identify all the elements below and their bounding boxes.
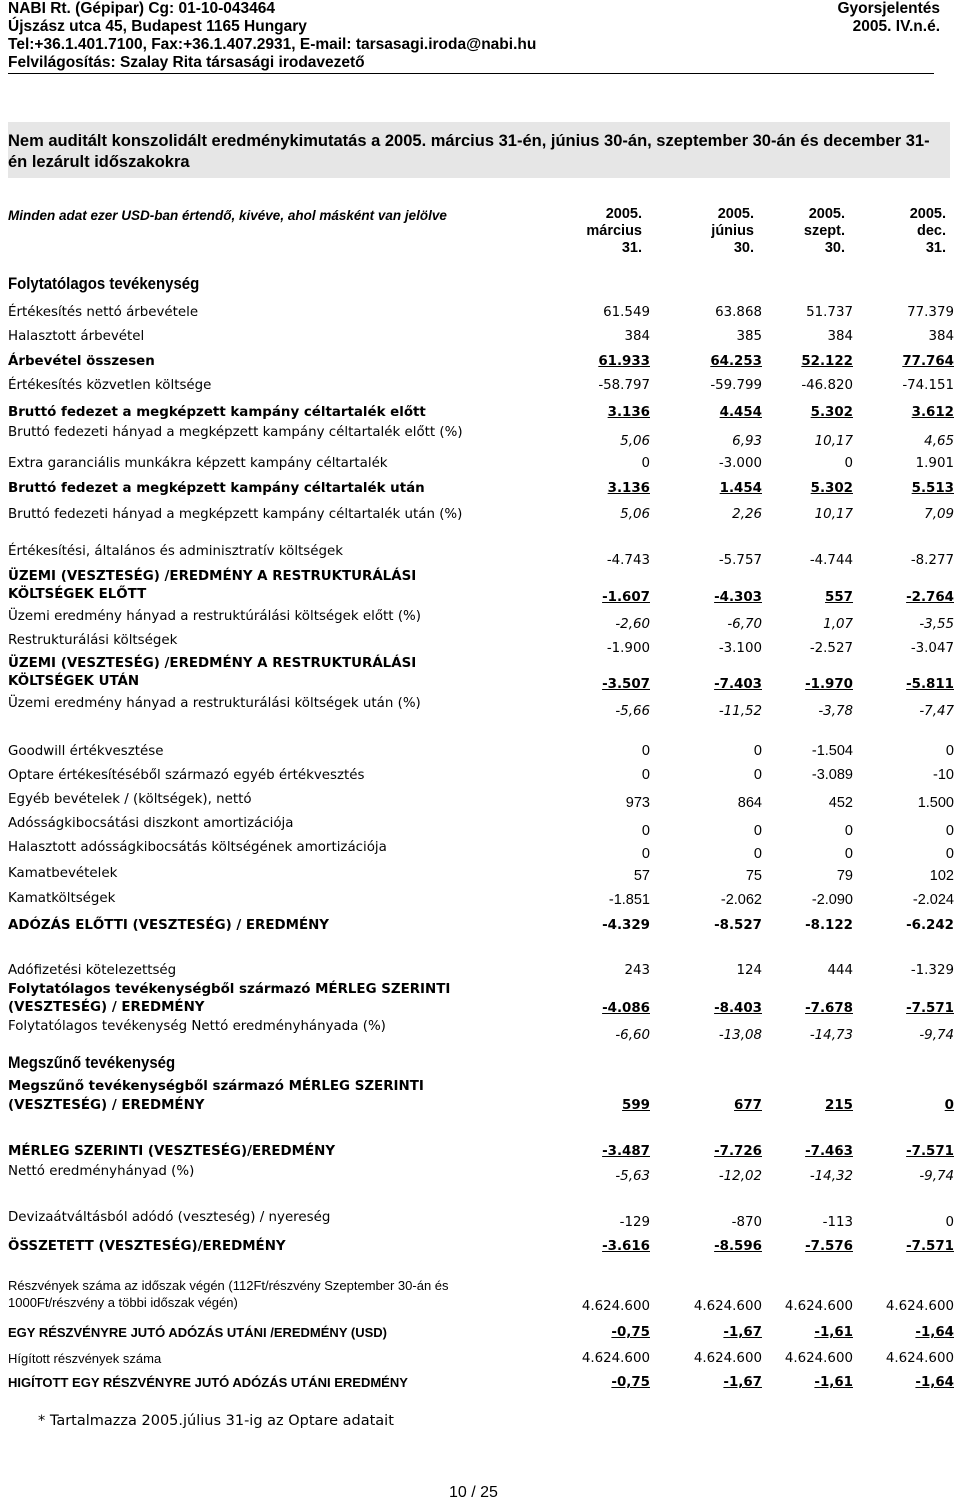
cell-value: -4.744 [809, 553, 853, 568]
cell-value: -2.527 [809, 641, 853, 656]
cell-value: 6,93 [732, 434, 762, 449]
cell-value: -113 [822, 1215, 853, 1230]
header-divider [8, 73, 934, 74]
cell-value: -12,02 [718, 1169, 762, 1184]
cell-value: 4.624.600 [581, 1351, 650, 1366]
cell-value: 0 [944, 1098, 954, 1113]
cell-value: 0 [753, 823, 762, 839]
cell-value: -2.764 [906, 590, 954, 605]
table-row [8, 480, 952, 500]
row-label: ÖSSZETETT (VESZTESÉG)/EREDMÉNY [8, 1239, 286, 1254]
table-row [8, 1078, 954, 1113]
column-header-december: 2005. dec. 31. [909, 206, 946, 256]
row-label: MÉRLEG SZERINTI (VESZTESÉG)/EREDMÉNY [8, 1144, 336, 1159]
cell-value: -2.024 [912, 892, 954, 908]
cell-value: 677 [734, 1098, 762, 1113]
cell-value: 4.624.600 [784, 1299, 853, 1314]
row-label: ADÓZÁS ELŐTTI (VESZTESÉG) / EREDMÉNY [8, 918, 330, 933]
row-label-continued: (VESZTESÉG) / EREDMÉNY [8, 1098, 205, 1113]
cell-value: -7.571 [906, 1001, 954, 1016]
cell-value: 385 [736, 329, 762, 344]
table-row [8, 1018, 954, 1043]
cell-value: -13,08 [718, 1028, 762, 1043]
cell-value: -74.151 [902, 378, 954, 393]
cell-value: -7.571 [906, 1144, 954, 1159]
cell-value: -2.062 [720, 892, 762, 908]
cell-value: -1.970 [805, 677, 853, 692]
cell-value: 4.624.600 [784, 1351, 853, 1366]
cell-value: -1,67 [723, 1325, 762, 1340]
table-row [8, 1374, 952, 1394]
cell-value: 5.513 [911, 481, 954, 496]
column-header-september: 2005. szept. 30. [803, 206, 845, 256]
row-label: Adósságkibocsátási diszkont amortizációja [8, 816, 294, 831]
cell-value: 864 [737, 795, 762, 811]
cell-value: 0 [844, 823, 853, 839]
cell-value: 1.500 [917, 795, 954, 811]
cell-value: -1,67 [723, 1375, 762, 1390]
cell-value: 4,65 [924, 434, 954, 449]
cell-value: -4.329 [602, 918, 650, 933]
company-line: NABI Rt. (Gépipar) Cg: 01-10-043464 [8, 0, 276, 17]
cell-value: 2,26 [732, 507, 762, 522]
cell-value: -5,63 [615, 1169, 650, 1184]
report-header [8, 0, 940, 74]
cell-value: -2,60 [615, 617, 650, 632]
cell-value: 0 [945, 1215, 954, 1230]
row-label: Bruttó fedezet a megképzett kampány céltartalék után [8, 481, 425, 496]
table-row [8, 1324, 952, 1344]
cell-value: 1,07 [823, 617, 853, 632]
cell-value: -1.504 [811, 743, 853, 759]
table-row [8, 917, 952, 937]
row-label: Devizaátváltásból adódó (veszteség) / nyereség [8, 1210, 331, 1225]
cell-value: -1.607 [602, 590, 650, 605]
table-row [8, 962, 952, 982]
cell-value: 61.549 [603, 305, 650, 320]
cell-value: 5,06 [620, 507, 650, 522]
row-label: Kamatbevételek [8, 866, 118, 881]
cell-value: 0 [641, 456, 650, 471]
cell-value: 61.933 [598, 354, 650, 369]
address-line: Újszász utca 45, Budapest 1165 Hungary [8, 18, 307, 35]
unit-note: Minden adat ezer USD-ban értendő, kivéve, ahol másként van jelölve [8, 208, 447, 223]
row-label: Optare értékesítéséből származó egyéb értékvesztés [8, 768, 365, 783]
row-label: Restrukturálási költségek [8, 633, 178, 648]
table-row [8, 304, 952, 324]
cell-value: 384 [624, 329, 650, 344]
table-row [8, 353, 952, 373]
cell-value: 0 [753, 767, 762, 783]
cell-value: 0 [753, 846, 762, 862]
cell-value: -0,75 [611, 1375, 650, 1390]
cell-value: 384 [928, 329, 954, 344]
cell-value: 4.624.600 [581, 1299, 650, 1314]
cell-value: 5.302 [810, 481, 853, 496]
cell-value: -6.242 [906, 918, 954, 933]
report-meta [837, 0, 940, 36]
cell-value: 973 [625, 795, 650, 811]
cell-value: -1,61 [814, 1325, 853, 1340]
table-row [8, 865, 952, 885]
cell-value: -3.616 [602, 1239, 650, 1254]
row-label: Bruttó fedezeti hányad a megképzett kampány céltartalék után (%) [8, 507, 463, 522]
footnote: * Tartalmazza 2005.július 31-ig az Optare adatait [38, 1413, 394, 1429]
cell-value: -6,70 [727, 617, 762, 632]
cell-value: 77.379 [907, 305, 954, 320]
cell-value: -3.100 [718, 641, 762, 656]
cell-value: -6,60 [615, 1028, 650, 1043]
cell-value: 0 [641, 743, 650, 759]
cell-value: 557 [825, 590, 853, 605]
table-row [8, 404, 952, 424]
cell-value: -4.086 [602, 1001, 650, 1016]
cell-value: 7,09 [924, 507, 954, 522]
cell-value: -3.089 [811, 767, 853, 783]
section-continuing: Folytatólagos tevékenység [8, 274, 200, 293]
row-label-continued: 1000Ft/részvény a többi időszak végén) [8, 1295, 238, 1310]
cell-value: -7.403 [714, 677, 762, 692]
cell-value: 243 [624, 963, 650, 978]
cell-value: 79 [836, 868, 853, 884]
cell-value: 102 [929, 868, 954, 884]
contact-line: Tel:+36.1.401.7100, Fax:+36.1.407.2931, E-mail: tarsasagi.iroda@nabi.hu [8, 36, 537, 53]
report-type: Gyorsjelentés [837, 0, 940, 17]
cell-value: -3.487 [602, 1144, 650, 1159]
row-label: Bruttó fedezet a megképzett kampány céltartalék előtt [8, 405, 426, 420]
cell-value: -8.122 [805, 918, 853, 933]
cell-value: 4.624.600 [693, 1299, 762, 1314]
cell-value: 57 [633, 868, 650, 884]
cell-value: -58.797 [598, 378, 650, 393]
cell-value: 4.624.600 [885, 1299, 954, 1314]
row-label: Folytatólagos tevékenységből származó MÉRLEG SZERINTI [8, 982, 451, 997]
cell-value: 0 [945, 743, 954, 759]
cell-value: -1.329 [910, 963, 954, 978]
row-label: Értékesítés közvetlen költsége [8, 378, 212, 393]
row-label-continued: KÖLTSÉGEK ELŐTT [8, 587, 147, 602]
cell-value: 0 [641, 846, 650, 862]
cell-value: -3.000 [718, 456, 762, 471]
cell-value: -1.900 [606, 641, 650, 656]
table-row [8, 424, 954, 449]
cell-value: 4.454 [719, 405, 762, 420]
cell-value: -870 [731, 1215, 762, 1230]
cell-value: 1.901 [915, 456, 954, 471]
cell-value: 5,06 [620, 434, 650, 449]
row-label: ÜZEMI (VESZTESÉG) /EREDMÉNY A RESTRUKTURÁLÁSI [8, 656, 417, 671]
row-label-continued: (VESZTESÉG) / EREDMÉNY [8, 1000, 205, 1015]
table-row [8, 543, 954, 568]
cell-value: -4.303 [714, 590, 762, 605]
cell-value: 75 [745, 868, 762, 884]
cell-value: -8.277 [910, 553, 954, 568]
row-label: Extra garanciális munkákra képzett kampány céltartalék [8, 456, 388, 471]
cell-value: -9,74 [919, 1169, 954, 1184]
cell-value: -3.507 [602, 677, 650, 692]
table-row [8, 815, 954, 839]
cell-value: 0 [945, 846, 954, 862]
column-header-march: 2005. március 31. [586, 206, 642, 256]
cell-value: -8.527 [714, 918, 762, 933]
cell-value: 0 [945, 823, 954, 839]
cell-value: 64.253 [710, 354, 762, 369]
column-header-june: 2005. június 30. [711, 206, 754, 256]
cell-value: 51.737 [806, 305, 853, 320]
cell-value: 77.764 [902, 354, 954, 369]
table-row [8, 695, 954, 719]
cell-value: -1.851 [608, 892, 650, 908]
cell-value: -3,78 [818, 704, 853, 719]
cell-value: -5.811 [906, 677, 954, 692]
row-label: HIGÍTOTT EGY RÉSZVÉNYRE JUTÓ ADÓZÁS UTÁNI EREDMÉNY [8, 1375, 408, 1390]
cell-value: -8.403 [714, 1001, 762, 1016]
cell-value: 5.302 [810, 405, 853, 420]
cell-value: -2.090 [811, 892, 853, 908]
cell-value: 4.624.600 [693, 1351, 762, 1366]
row-label: Értékesítési, általános és adminisztratív költségek [8, 544, 344, 559]
table-row [8, 743, 952, 763]
row-label: Megszűnő tevékenységből származó MÉRLEG SZERINTI [8, 1079, 424, 1094]
row-label: Hígított részvények száma [8, 1351, 162, 1366]
table-row [8, 791, 952, 811]
row-label: EGY RÉSZVÉNYRE JUTÓ ADÓZÁS UTÁNI /EREDMÉNY (USD) [8, 1325, 387, 1340]
table-row [8, 608, 954, 632]
cell-value: -1,64 [915, 1375, 954, 1390]
row-label: Üzemi eredmény hányad a restrukturálási költségek után (%) [8, 696, 421, 711]
cell-value: -1,61 [814, 1375, 853, 1390]
cell-value: -7.726 [714, 1144, 762, 1159]
cell-value: -14,73 [809, 1028, 853, 1043]
table-row [8, 655, 954, 692]
row-label: ÜZEMI (VESZTESÉG) /EREDMÉNY A RESTRUKTURÁLÁSI [8, 569, 417, 584]
row-label: Nettó eredményhányad (%) [8, 1164, 195, 1179]
row-label: Halasztott árbevétel [8, 329, 145, 344]
cell-value: 444 [827, 963, 853, 978]
table-row [8, 568, 954, 605]
cell-value: 599 [622, 1098, 650, 1113]
cell-value: -9,74 [919, 1028, 954, 1043]
cell-value: 124 [736, 963, 762, 978]
row-label: Egyéb bevételek / (költségek), nettó [8, 792, 252, 807]
cell-value: 63.868 [715, 305, 762, 320]
cell-value: 1.454 [719, 481, 762, 496]
info-line: Felvilágosítás: Szalay Rita társasági irodavezető [8, 54, 365, 71]
row-label: Részvények száma az időszak végén (112Ft/részvény Szeptember 30-án és [8, 1278, 449, 1293]
table-row [8, 1163, 952, 1183]
cell-value: -46.820 [801, 378, 853, 393]
cell-value: -7,47 [919, 704, 954, 719]
page-number: 10 / 25 [449, 1484, 498, 1501]
cell-value: 0 [641, 767, 650, 783]
table-row [8, 1209, 952, 1229]
table-row [8, 981, 954, 1016]
cell-value: -11,52 [718, 704, 762, 719]
cell-value: 0 [753, 743, 762, 759]
table-row [8, 1350, 952, 1370]
table-row [8, 1277, 954, 1314]
cell-value: -7.678 [805, 1001, 853, 1016]
cell-value: 4.624.600 [885, 1351, 954, 1366]
cell-value: 3.136 [607, 405, 650, 420]
cell-value: 215 [825, 1098, 853, 1113]
cell-value: 0 [844, 846, 853, 862]
cell-value: 0 [844, 456, 853, 471]
cell-value: -7.463 [805, 1144, 853, 1159]
table-row [8, 1238, 952, 1258]
row-label-continued: KÖLTSÉGEK UTÁN [8, 674, 140, 689]
cell-value: -59.799 [710, 378, 762, 393]
row-label: Adófizetési kötelezettség [8, 963, 177, 978]
table-row [8, 506, 952, 526]
cell-value: -7.571 [906, 1239, 954, 1254]
cell-value: -10 [933, 767, 954, 783]
row-label: Halasztott adósságkibocsátás költségének amortizációja [8, 840, 387, 855]
cell-value: -14,32 [809, 1169, 853, 1184]
cell-value: 0 [641, 823, 650, 839]
cell-value: -3,55 [919, 617, 954, 632]
row-label: Értékesítés nettó árbevétele [8, 305, 199, 320]
table-row [8, 377, 952, 397]
table-row [8, 839, 954, 862]
table-row [8, 890, 952, 910]
row-label: Bruttó fedezeti hányad a megképzett kampány céltartalék előtt (%) [8, 425, 463, 440]
company-info [8, 0, 536, 72]
row-label: Árbevétel összesen [8, 354, 155, 369]
cell-value: 384 [827, 329, 853, 344]
table-row [8, 1143, 952, 1163]
table-row [8, 328, 952, 348]
cell-value: -4.743 [606, 553, 650, 568]
cell-value: -8.596 [714, 1239, 762, 1254]
cell-value: -5,66 [615, 704, 650, 719]
cell-value: 52.122 [801, 354, 853, 369]
row-label: Üzemi eredmény hányad a restruktúrálási költségek előtt (%) [8, 609, 421, 624]
cell-value: -0,75 [611, 1325, 650, 1340]
cell-value: 3.136 [607, 481, 650, 496]
cell-value: 452 [828, 795, 853, 811]
cell-value: -1,64 [915, 1325, 954, 1340]
table-row [8, 455, 952, 475]
report-title: Nem auditált konszolidált eredménykimutatás a 2005. március 31-én, június 30-án, szeptember 30-án és december 31-én lezárult időszakokra [8, 132, 930, 171]
row-label: Goodwill értékvesztése [8, 744, 164, 759]
cell-value: -5.757 [718, 553, 762, 568]
cell-value: -7.576 [805, 1239, 853, 1254]
row-label: Folytatólagos tevékenység Nettó eredményhányada (%) [8, 1019, 386, 1034]
report-code: 2005. IV.n.é. [852, 18, 940, 35]
section-discontinued: Megszűnő tevékenység [8, 1053, 176, 1072]
table-row [8, 632, 954, 656]
cell-value: 10,17 [814, 507, 853, 522]
table-row [8, 767, 952, 787]
cell-value: -129 [619, 1215, 650, 1230]
cell-value: 10,17 [814, 434, 853, 449]
cell-value: 3.612 [911, 405, 954, 420]
cell-value: -3.047 [910, 641, 954, 656]
row-label: Kamatköltségek [8, 891, 116, 906]
